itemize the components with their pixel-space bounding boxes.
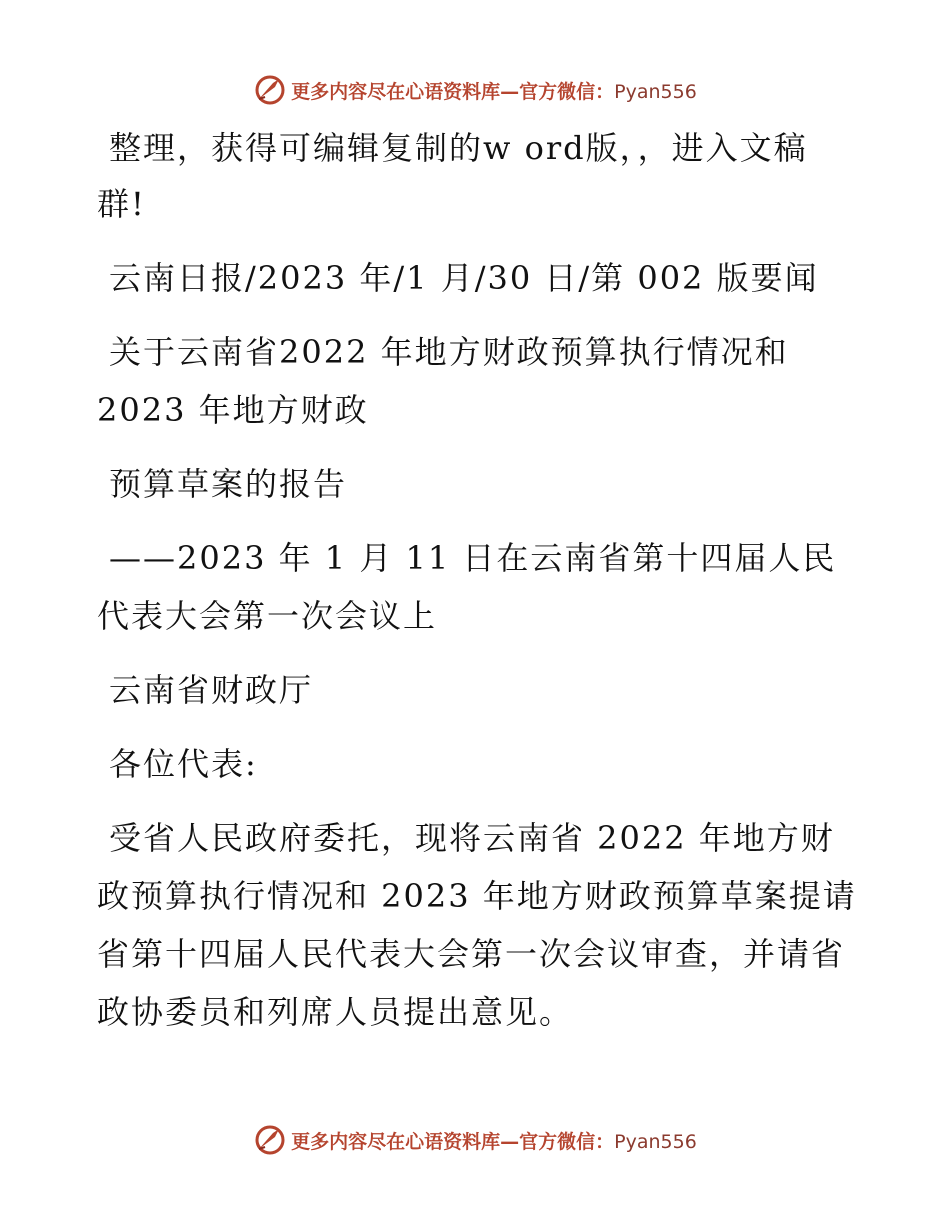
title-line: 2023 年地方财政: [97, 391, 369, 429]
watermark-text: 更多内容尽在心语资料库—官方微信：Pyan556: [291, 1130, 697, 1153]
footer-watermark: [0, 1120, 950, 1160]
subtitle-line: ——2023 年 1 月 11 日在云南省第十四届人民: [109, 539, 837, 577]
paragraph-line: 政预算执行情况和 2023 年地方财政预算草案提请: [97, 877, 857, 915]
source-line: 云南日报/2023 年/1 月/30 日/第 002 版要闻: [109, 259, 819, 297]
intro-line: 群!: [97, 185, 146, 223]
quill-logo-icon: [253, 1123, 287, 1157]
wechat-id: Pyan556: [614, 80, 697, 103]
paragraph-line: 政协委员和列席人员提出意见。: [97, 993, 574, 1031]
wechat-id: Pyan556: [614, 1130, 697, 1153]
title-line: 预算草案的报告: [109, 465, 348, 503]
paragraph-line: 受省人民政府委托，现将云南省 2022 年地方财: [109, 819, 835, 857]
intro-line: 整理，获得可编辑复制的w ord版，，进入文稿: [109, 129, 808, 167]
subtitle-line: 代表大会第一次会议上: [97, 597, 438, 635]
paragraph-line: 省第十四届人民代表大会第一次会议审查，并请省: [97, 935, 846, 973]
quill-logo-icon: [253, 73, 287, 107]
title-line: 关于云南省2022 年地方财政预算执行情况和: [109, 333, 789, 371]
header-watermark: [0, 70, 950, 110]
author-line: 云南省财政厅: [109, 671, 314, 709]
salutation-line: 各位代表:: [109, 745, 258, 783]
watermark-text: 更多内容尽在心语资料库—官方微信：Pyan556: [291, 80, 697, 103]
